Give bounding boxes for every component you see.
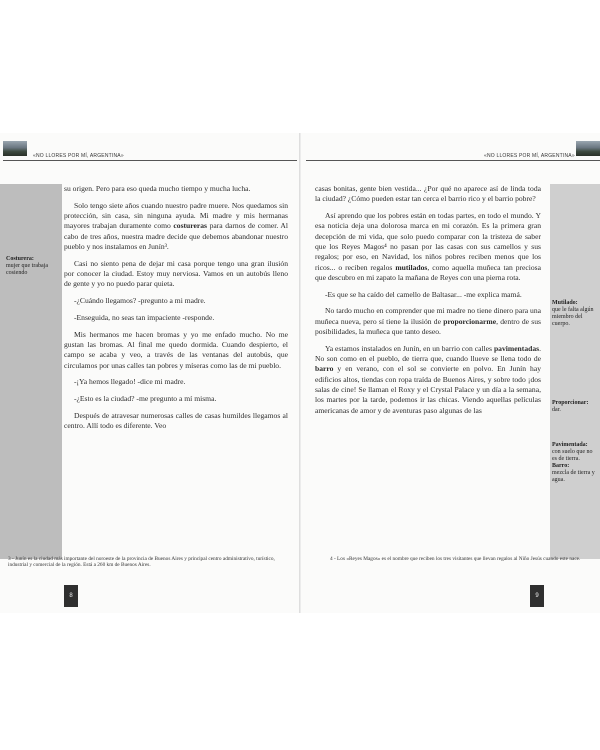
glossary-definition: mezcla de tierra y agua. xyxy=(552,470,595,483)
glossary-entry xyxy=(552,442,598,463)
body-text xyxy=(64,184,288,438)
text-run: Ya estamos instalados en Junín, en un barrio con calles xyxy=(325,343,494,353)
page-number: 9 xyxy=(530,585,544,607)
paragraph xyxy=(64,394,288,404)
glossary-notes xyxy=(6,256,56,277)
glossary-definition: mujer que trabaja cosiendo xyxy=(6,263,48,276)
paragraph xyxy=(315,290,541,300)
running-header: «NO LLORES POR MÍ, ARGENTINA» xyxy=(33,153,124,159)
glossary-term: Pavimentada: xyxy=(552,442,588,448)
paragraph xyxy=(315,306,541,337)
glossary-definition: que le falta algún miembro del cuerpo. xyxy=(552,307,594,327)
paragraph xyxy=(64,296,288,306)
footnote: 4 - Los «Reyes Magos» es el nombre que reciben los tres visitantes que llevan regalos al Niño Jesús cuando este nace. xyxy=(330,556,581,562)
paragraph xyxy=(315,344,541,416)
text-run: No tardo mucho en comprender que mi madre no tiene dinero para una muñeca nueva, pero sí tiene la ilusión de xyxy=(315,306,541,326)
header-rule xyxy=(306,160,600,161)
text-run: -Enseguida, no seas tan impaciente -responde. xyxy=(74,312,215,322)
header-rule xyxy=(3,160,297,161)
paragraph xyxy=(64,313,288,323)
glossary-sidebar xyxy=(0,184,62,559)
glossary-definition: dar. xyxy=(552,407,561,413)
text-run: . No son como en el pueblo, de tierra que, cuando llueve se llena todo de xyxy=(315,343,541,364)
glossary-notes xyxy=(552,300,598,484)
page-number: 8 xyxy=(64,585,78,607)
glossary-entry xyxy=(552,400,598,414)
glossary-term-highlight: proporcionarme xyxy=(443,316,497,326)
glossary-term-highlight: barro xyxy=(315,364,334,374)
running-header: «NO LLORES POR MÍ, ARGENTINA» xyxy=(484,153,575,159)
paragraph xyxy=(64,201,288,252)
text-run: -Es que se ha caído del camello de Baltasar... -me explica mamá. xyxy=(325,289,522,299)
glossary-entry xyxy=(6,256,56,277)
glossary-entry xyxy=(552,300,598,328)
glossary-term: Proporcionar: xyxy=(552,400,589,406)
paragraph xyxy=(64,377,288,387)
text-run: Solo tengo siete años cuando nuestro padre muere. Nos quedamos sin protección, sin casa, sin ninguna ayuda. Mi madre y mis hermanas mayores trabajan duramente como xyxy=(64,200,288,231)
paragraph xyxy=(64,330,288,371)
text-run: , dentro de sus posibilidades, la muñeca que tanto deseo. xyxy=(315,316,541,337)
glossary-term-highlight: mutilados xyxy=(395,262,428,272)
text-run: casas bonitas, gente bien vestida... ¿Por qué no aparece así de linda toda la ciudad? ¿Cómo pueden estar tan cerca el barrio rico y el barrio pobre? xyxy=(315,184,541,204)
text-run: y en verano, con el sol se convierte en polvo. En Junín hay edificios altos, tiendas con ropa traída de Buenos Aires, y sobre todo ¡dos salas de cine! Se llaman el Roxy y el Crystal Palace y un día a la semana, los martes por la tarde, podemos ir las chicas. Viendo aquellas películas americanas de amor y de aventuras paso algunas de las xyxy=(315,364,541,415)
text-run: -¿Cuándo llegamos? -pregunto a mi madre. xyxy=(74,296,206,306)
text-run: Así aprendo que los pobres están en todas partes, en todo el mundo. Y esa noticia deja una dolorosa marca en mi corazón. Es la primera gran decepción de mi vida, que solo puedo comparar con la tristeza de saber que los Reyes Magos⁴ no pasan por las casas con sus camellos y sus regalos; por eso, en Navidad, los niños pobres reciben menos que los ricos... o reciben regalos xyxy=(315,211,541,272)
paragraph xyxy=(315,211,541,283)
glossary-term-highlight: pavimentadas xyxy=(493,343,540,353)
paragraph xyxy=(64,259,288,290)
paragraph xyxy=(64,411,288,432)
glossary-term-highlight: costureras xyxy=(173,221,208,231)
body-text xyxy=(315,184,541,422)
text-run: Mis hermanos me hacen bromas y yo me enfado mucho. No me gustan las bromas. Al final me quedo dormida. Cuando despierto, el campo se acaba y veo, a través de las ventanas del autobús, que circulamos por unas calles tan pobres y míseras como las de mi pueblo. xyxy=(64,329,288,370)
glossary-term: Barro: xyxy=(552,463,570,469)
text-run: Después de atravesar numerosas calles de casas humildes llegamos al centro. Allí todo es diferente. Veo xyxy=(64,411,288,431)
left-page xyxy=(0,133,300,613)
text-run: su origen. Pero para eso queda mucho tiempo y mucha lucha. xyxy=(64,184,251,193)
book-spread xyxy=(0,133,600,613)
paragraph xyxy=(315,184,541,205)
glossary-definition: con suelo que no es de tierra. xyxy=(552,449,593,462)
text-run: para darnos de comer. Al cabo de tres años, nuestra madre decide que debemos abandonar nuestro pueblo y nos instalamos en Junín³. xyxy=(64,221,288,251)
header-photo-thumbnail xyxy=(576,141,600,156)
footnote: 3 - Junín es la ciudad más importante del noroeste de la provincia de Buenos Aires y principal centro administrativo, turístico, industrial y comercial de la región. Está a 260 km de Buenos Aires. xyxy=(8,556,275,569)
paragraph xyxy=(64,184,288,194)
text-run: Casi no siento pena de dejar mi casa porque tengo una gran ilusión por conocer la ciudad. Estoy muy nerviosa. Vamos en un autobús lleno de gente y yo no puedo parar quieta. xyxy=(64,258,288,289)
glossary-term: Mutilado: xyxy=(552,300,578,306)
header-photo-thumbnail xyxy=(3,141,27,156)
text-run: -¿Esto es la ciudad? -me pregunto a mí misma. xyxy=(74,394,217,404)
glossary-entry xyxy=(552,463,598,484)
text-run: , como aquella muñeca tan preciosa que descubro en mi zapato la mañana de Reyes con una pierna rota. xyxy=(315,262,541,282)
right-page xyxy=(300,133,600,613)
glossary-term: Costurera: xyxy=(6,256,34,262)
text-run: -¡Ya hemos llegado! -dice mi madre. xyxy=(74,377,186,387)
